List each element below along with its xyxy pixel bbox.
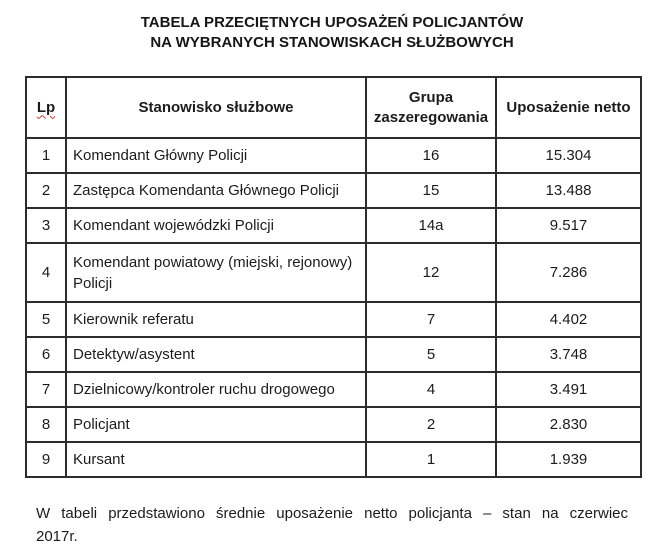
- table-row: [26, 302, 641, 337]
- cell-lp: 8: [26, 407, 66, 442]
- cell-lp: 9: [26, 442, 66, 477]
- cell-group: 12: [366, 243, 496, 302]
- cell-lp: 6: [26, 337, 66, 372]
- column-header-salary: Uposażenie netto: [496, 77, 641, 138]
- cell-salary: 1.939: [496, 442, 641, 477]
- salary-table: [25, 76, 642, 478]
- cell-salary: 3.491: [496, 372, 641, 407]
- cell-salary: 3.748: [496, 337, 641, 372]
- cell-lp: 2: [26, 173, 66, 208]
- table-row: [26, 337, 641, 372]
- footnote: [36, 502, 628, 548]
- cell-lp: 7: [26, 372, 66, 407]
- cell-salary: 7.286: [496, 243, 641, 302]
- cell-lp: 1: [26, 138, 66, 173]
- table-row: [26, 243, 641, 302]
- cell-salary: 15.304: [496, 138, 641, 173]
- footnote-line1: W tabeli przedstawiono średnie uposażenie netto policjanta – stan na czerwiec: [36, 505, 628, 522]
- cell-group: 14a: [366, 208, 496, 243]
- cell-position: Kursant: [66, 442, 366, 477]
- page-title-line1: TABELA PRZECIĘTNYCH UPOSAŻEŃ POLICJANTÓW: [140, 14, 524, 31]
- cell-group: 16: [366, 138, 496, 173]
- table-row: [26, 407, 641, 442]
- table-row: [26, 173, 641, 208]
- cell-lp: 5: [26, 302, 66, 337]
- cell-group: 5: [366, 337, 496, 372]
- cell-salary: 4.402: [496, 302, 641, 337]
- page-title-line2: NA WYBRANYCH STANOWISKACH SŁUŻBOWYCH: [150, 34, 514, 51]
- cell-lp: 4: [26, 243, 66, 302]
- column-header-lp-label: Lp: [36, 98, 56, 116]
- table-header-row: [26, 77, 641, 138]
- cell-position: Komendant Główny Policji: [66, 138, 366, 173]
- table-row: [26, 442, 641, 477]
- cell-position: Komendant powiatowy (miejski, rejonowy) Policji: [66, 243, 366, 302]
- cell-salary: 2.830: [496, 407, 641, 442]
- table-row: [26, 138, 641, 173]
- table-row: [26, 372, 641, 407]
- cell-position: Detektyw/asystent: [66, 337, 366, 372]
- cell-position: Kierownik referatu: [66, 302, 366, 337]
- column-header-position: Stanowisko służbowe: [66, 77, 366, 138]
- cell-salary: 13.488: [496, 173, 641, 208]
- cell-position: Zastępca Komendanta Głównego Policji: [66, 173, 366, 208]
- column-header-group: Grupa zaszeregowania: [366, 77, 496, 138]
- footnote-line2: 2017r.: [36, 528, 78, 545]
- page-title: [0, 0, 664, 53]
- cell-position: Policjant: [66, 407, 366, 442]
- cell-position: Dzielnicowy/kontroler ruchu drogowego: [66, 372, 366, 407]
- column-header-lp: [26, 77, 66, 138]
- cell-group: 7: [366, 302, 496, 337]
- cell-group: 15: [366, 173, 496, 208]
- cell-lp: 3: [26, 208, 66, 243]
- table-row: [26, 208, 641, 243]
- cell-group: 4: [366, 372, 496, 407]
- cell-group: 1: [366, 442, 496, 477]
- cell-group: 2: [366, 407, 496, 442]
- cell-position: Komendant wojewódzki Policji: [66, 208, 366, 243]
- cell-salary: 9.517: [496, 208, 641, 243]
